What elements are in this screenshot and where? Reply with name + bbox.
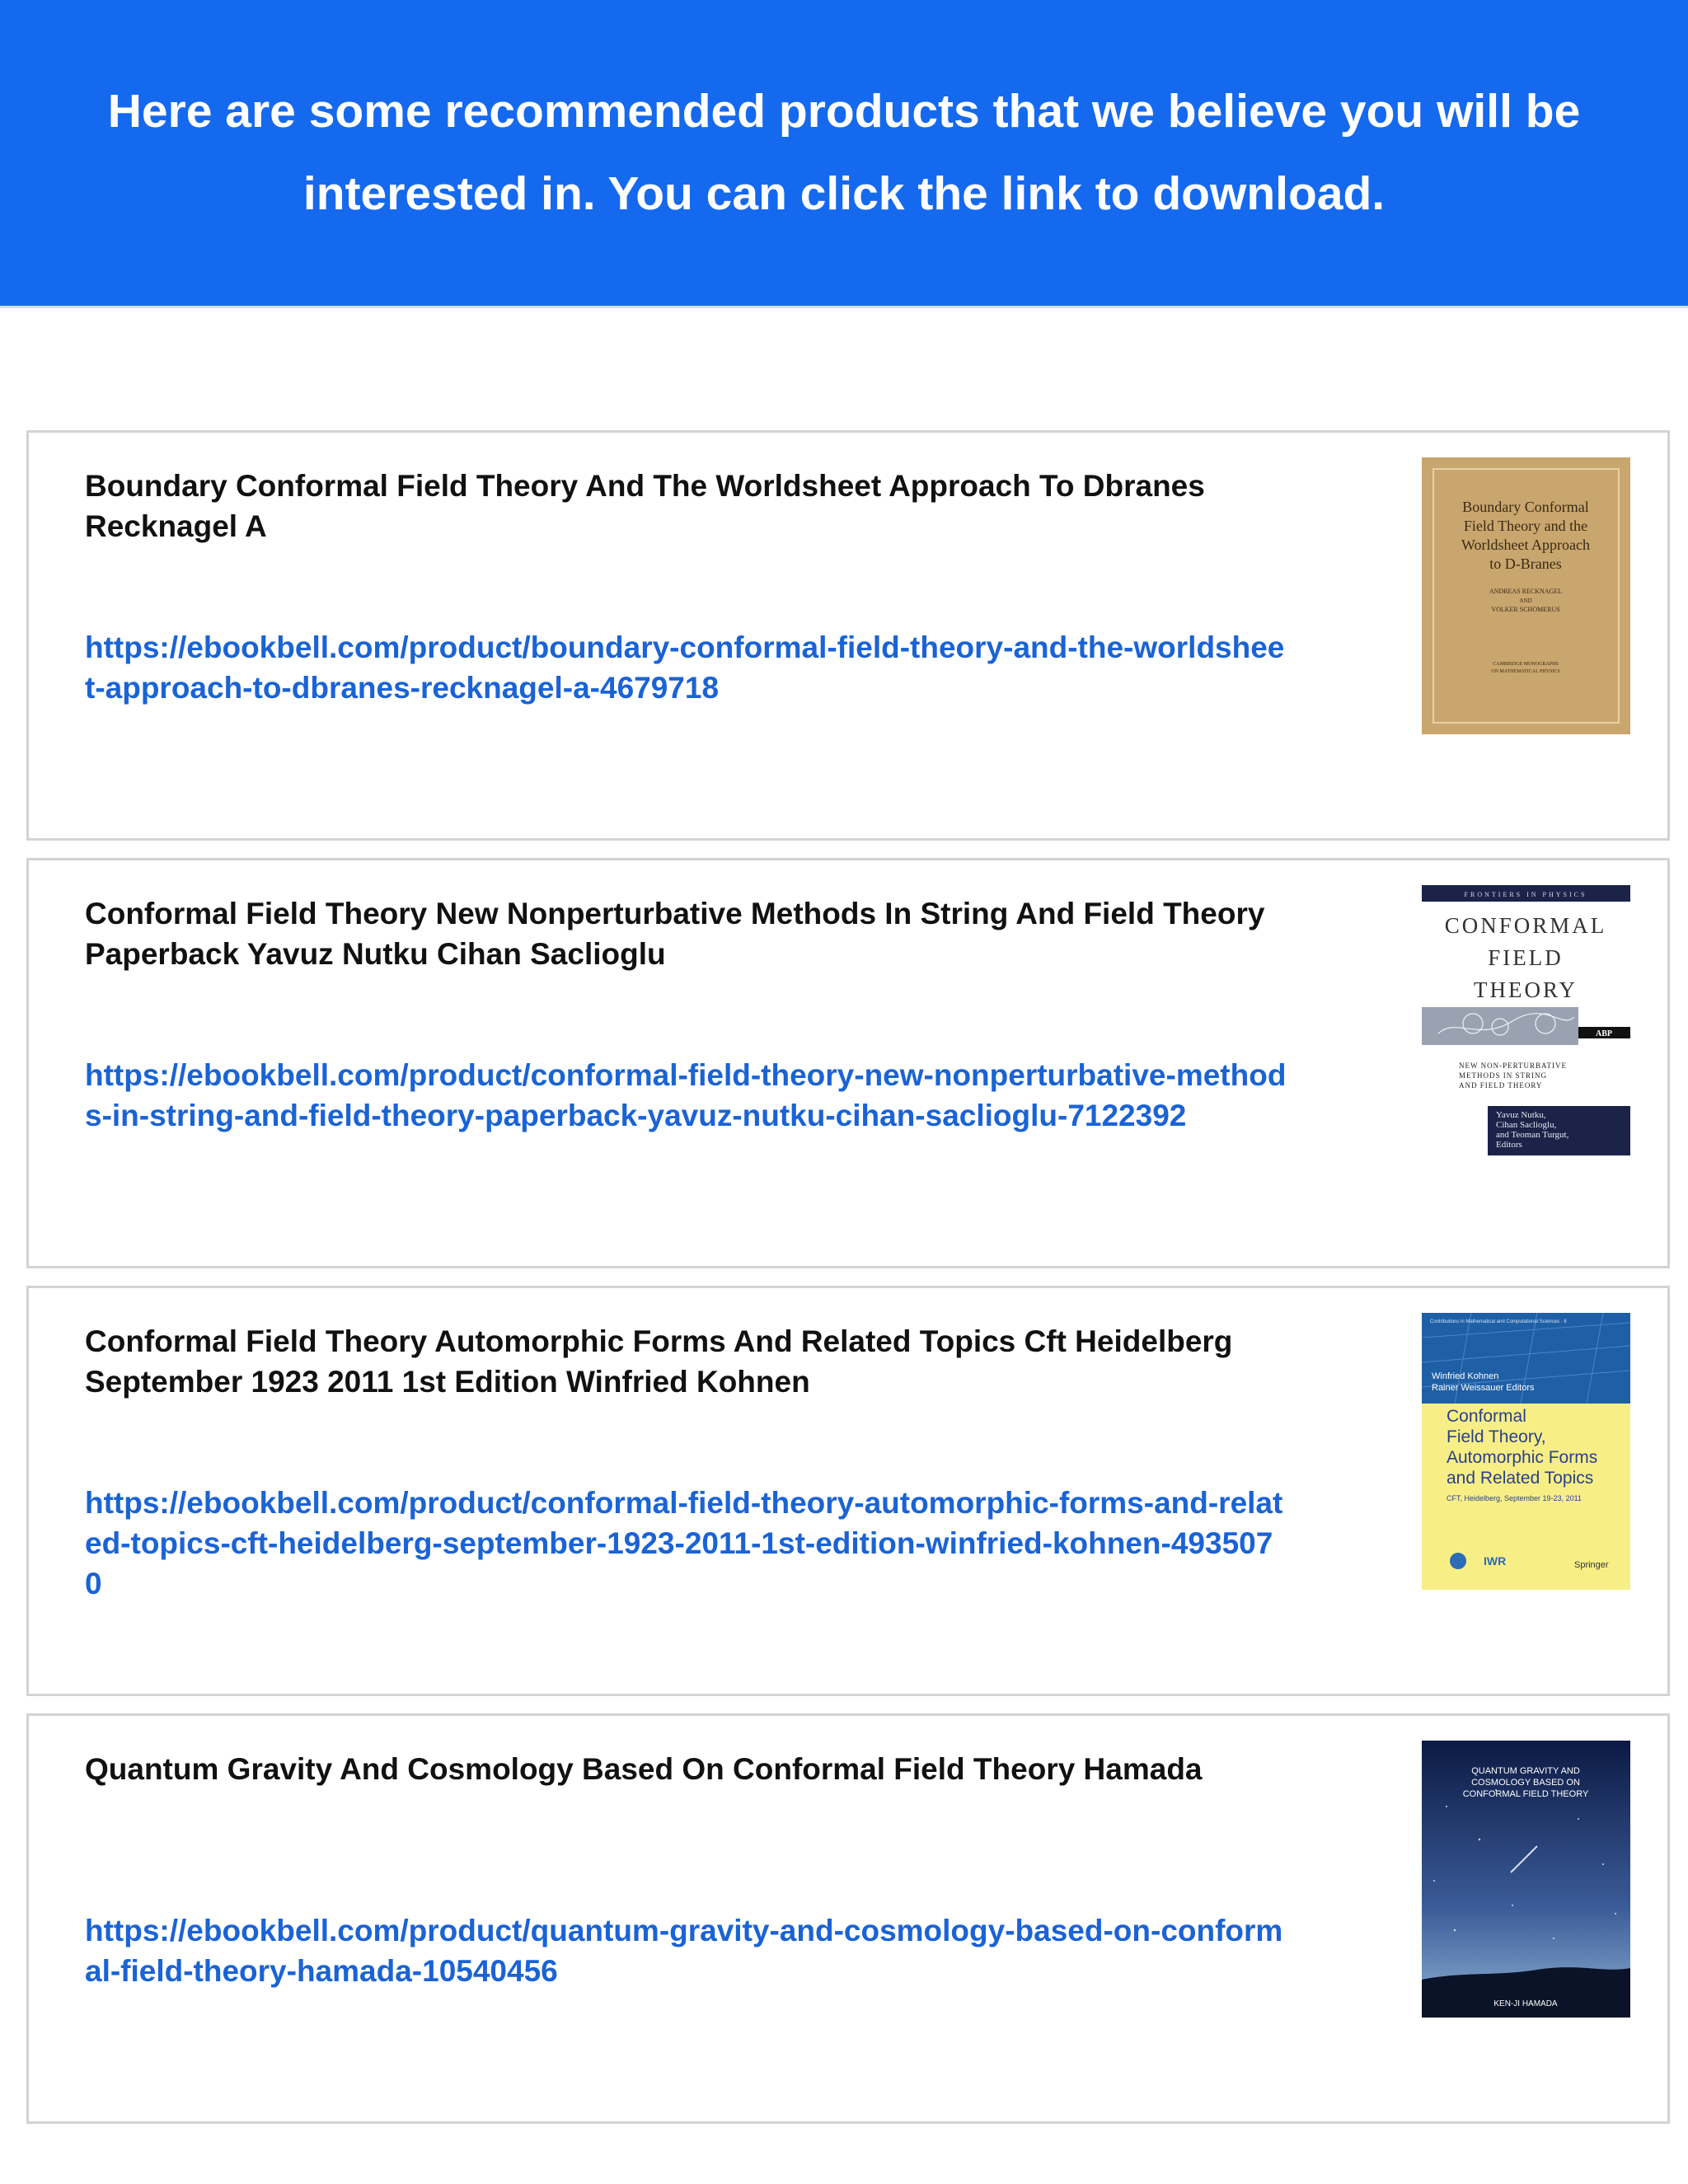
book-cover-image [1422,1741,1630,2018]
cover-title-line: Field Theory and the [1463,518,1588,534]
product-download-link[interactable]: https://ebookbell.com/product/boundary-conformal-field-theory-and-the-worldsheet-approach-to-dbranes-recknagel-a-4679718 [85,630,1285,705]
product-download-link[interactable]: https://ebookbell.com/product/quantum-gravity-and-cosmology-based-on-conformal-field-theory-hamada-10540456 [85,1914,1283,1988]
banner-text: Here are some recommended products that we believe you will be interested in. You can click the link to download. [107,84,1581,220]
cover-title-line: Conformal [1447,1407,1526,1426]
cover-author: AND [1519,598,1532,604]
cover-publisher: Springer [1574,1560,1609,1570]
cover-title-line: to D-Branes [1489,555,1562,572]
cover-series: ON MATHEMATICAL PHYSICS [1491,669,1560,674]
cover-author: VOLKER SCHOMERUS [1491,606,1560,613]
institute-logo-icon [1450,1553,1466,1569]
recommendation-banner [0,0,1688,308]
cover-series: CAMBRIDGE MONOGRAPHS [1493,662,1559,667]
product-title: Quantum Gravity And Cosmology Based On Conformal Field Theory Hamada [85,1752,1203,1786]
cover-title-line: Field Theory, [1447,1427,1546,1446]
cover-editors: Rainer Weissauer Editors [1432,1383,1535,1393]
cover-title-line: Boundary Conformal [1462,499,1589,515]
cover-title-line: and Related Topics [1447,1469,1594,1488]
cover-title-line: THEORY [1474,977,1578,1002]
book-cover-image [1422,457,1630,734]
cover-event: CFT, Heidelberg, September 19-23, 2011 [1447,1494,1582,1502]
product-card-2 [26,858,1670,1268]
cover-editors: Yavuz Nutku, [1496,1110,1546,1120]
cover-series: FRONTIERS IN PHYSICS [1464,891,1587,898]
cover-title-line: FIELD [1488,945,1564,970]
cover-editors: Cihan Saclioglu, [1496,1120,1557,1130]
cover-subtitle: NEW NON-PERTURBATIVE [1459,1062,1568,1070]
cover-author: ANDREAS RECKNAGEL [1489,588,1563,595]
cover-title-line: Automorphic Forms [1447,1448,1598,1467]
book-cover-image [1422,1313,1630,1590]
cover-editors: Editors [1496,1140,1522,1150]
cover-subtitle: AND FIELD THEORY [1459,1081,1543,1090]
cover-logo-text: IWR [1484,1554,1507,1568]
cover-title-line: COSMOLOGY BASED ON [1471,1778,1580,1788]
product-title: Conformal Field Theory New Nonperturbative Methods In String And Field Theory Paperback Yavuz Nutku Cihan Saclioglu [85,897,1265,971]
cover-editors: and Teoman Turgut, [1496,1130,1569,1140]
cover-author: KEN-JI HAMADA [1493,1999,1558,2008]
cover-title-line: CONFORMAL [1444,913,1607,938]
product-download-link[interactable]: https://ebookbell.com/product/conformal-field-theory-new-nonperturbative-methods-in-string-and-field-theory-paperback-yavuz-nutku-cihan-saclioglu-7122392 [85,1058,1287,1132]
book-cover-image [1422,885,1630,1162]
cover-badge: ABP [1596,1029,1612,1038]
product-card-4 [26,1713,1670,2124]
cover-subtitle: METHODS IN STRING [1459,1071,1547,1080]
product-title: Conformal Field Theory Automorphic Forms And Related Topics Cft Heidelberg September 1923 2011 1st Edition Winfried Kohnen [85,1324,1233,1399]
cover-series: Contributions in Mathematical and Computational Sciences · 8 [1430,1319,1567,1324]
product-title: Boundary Conformal Field Theory And The Worldsheet Approach To Dbranes Recknagel A [85,469,1205,543]
product-download-link[interactable]: https://ebookbell.com/product/conformal-field-theory-automorphic-forms-and-related-topics-cft-heidelberg-september-1923-2011-1st-edition-winfried-kohnen-4935070 [85,1486,1283,1601]
product-card-1 [26,430,1670,841]
cover-editors: Winfried Kohnen [1432,1371,1499,1381]
cover-title-line: QUANTUM GRAVITY AND [1471,1766,1580,1776]
product-card-3 [26,1286,1670,1696]
cover-title-line: CONFORMAL FIELD THEORY [1462,1789,1589,1799]
cover-title-line: Worldsheet Approach [1461,537,1591,553]
